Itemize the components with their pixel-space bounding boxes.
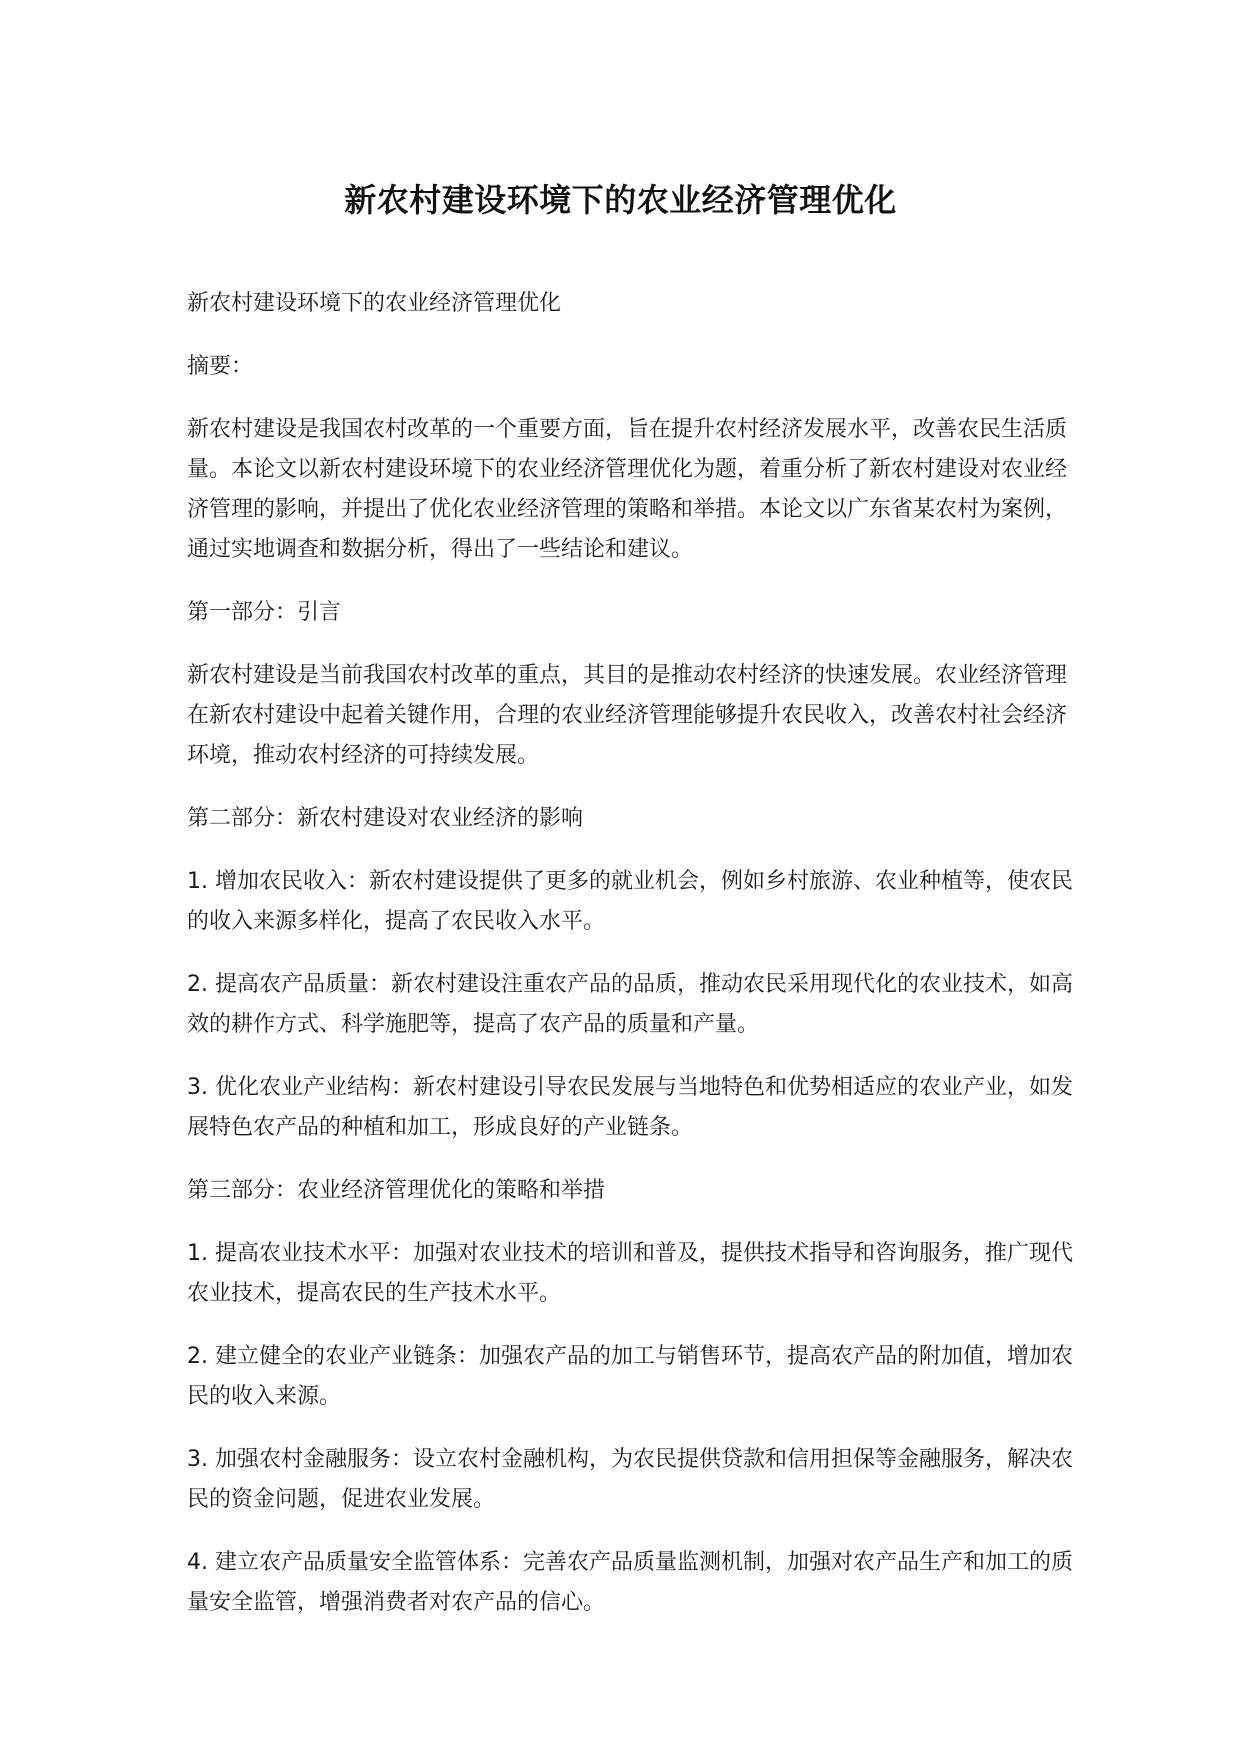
section-3-item-1: 1. 提高农业技术水平：加强对农业技术的培训和普及，提供技术指导和咨询服务，推广现代农业技术，提高农民的生产技术水平。 [187, 1241, 1073, 1306]
section-3-heading: 第三部分：农业经济管理优化的策略和举措 [187, 1178, 606, 1203]
section-2-item-2: 2. 提高农产品质量：新农村建设注重农产品的品质，推动农民采用现代化的农业技术，如高效的耕作方式、科学施肥等，提高了农产品的质量和产量。 [187, 972, 1073, 1037]
section-3-item-2: 2. 建立健全的农业产业链条：加强农产品的加工与销售环节，提高农产品的附加值，增加农民的收入来源。 [187, 1344, 1073, 1409]
subtitle-paragraph: 新农村建设环境下的农业经济管理优化 [187, 291, 562, 316]
section-2-heading: 第二部分：新农村建设对农业经济的影响 [187, 806, 584, 831]
abstract-heading: 摘要： [187, 354, 254, 379]
section-2-item-1: 1. 增加农民收入：新农村建设提供了更多的就业机会，例如乡村旅游、农业种植等，使农民的收入来源多样化，提高了农民收入水平。 [187, 869, 1073, 934]
document-title: 新农村建设环境下的农业经济管理优化 [344, 181, 897, 219]
section-1-heading: 第一部分：引言 [187, 600, 342, 625]
section-3-item-3: 3. 加强农村金融服务：设立农村金融机构，为农民提供贷款和信用担保等金融服务，解决农民的资金问题，促进农业发展。 [187, 1447, 1073, 1512]
document-body [187, 284, 1077, 1646]
section-1-paragraph: 新农村建设是当前我国农村改革的重点，其目的是推动农村经济的快速发展。农业经济管理在新农村建设中起着关键作用，合理的农业经济管理能够提升农民收入，改善农村社会经济环境，推动农村经济的可持续发展。 [187, 663, 1068, 768]
abstract-paragraph: 新农村建设是我国农村改革的一个重要方面，旨在提升农村经济发展水平，改善农民生活质量。本论文以新农村建设环境下的农业经济管理优化为题，着重分析了新农村建设对农业经济管理的影响，并提出了优化农业经济管理的策略和举措。本论文以广东省某农村为案例，通过实地调查和数据分析，得出了一些结论和建议。 [187, 417, 1068, 562]
section-2-item-3: 3. 优化农业产业结构：新农村建设引导农民发展与当地特色和优势相适应的农业产业，如发展特色农产品的种植和加工，形成良好的产业链条。 [187, 1075, 1073, 1140]
section-3-item-4: 4. 建立农产品质量安全监管体系：完善农产品质量监测机制，加强对农产品生产和加工的质量安全监管，增强消费者对农产品的信心。 [187, 1550, 1073, 1615]
